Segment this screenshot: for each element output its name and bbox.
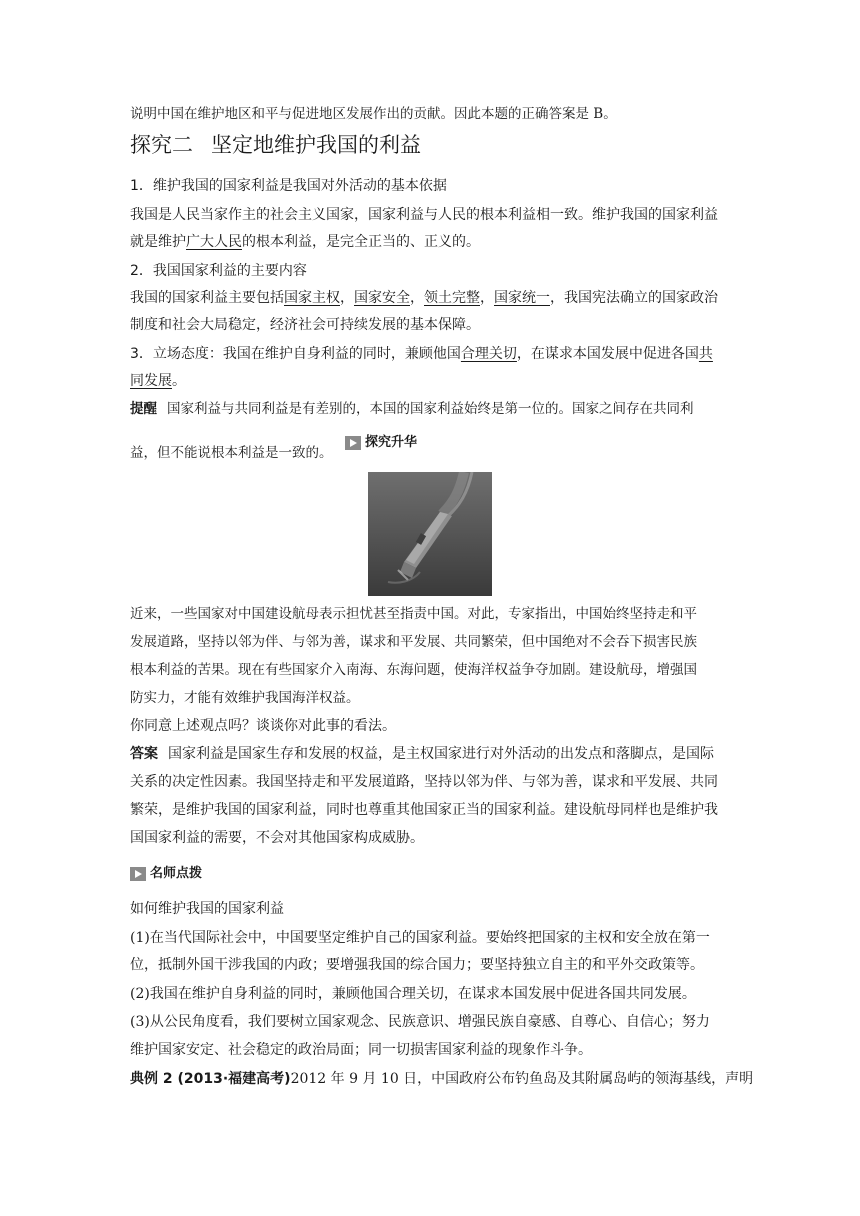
point2-underline-1: 国家主权 bbox=[284, 290, 340, 306]
example-text: 2012 年 9 月 10 日，中国政府公布钓鱼岛及其附属岛屿的领海基线，声明 bbox=[290, 1071, 754, 1087]
point2-line2: 制度和社会大局稳定，经济社会可持续发展的基本保障。 bbox=[130, 317, 480, 333]
section-title-text: 坚定地维护我国的利益 bbox=[211, 133, 421, 157]
case-question: 你同意上述观点吗？谈谈你对此事的看法。 bbox=[130, 718, 396, 734]
explore-tag bbox=[345, 433, 417, 456]
point3-lead: 3．立场态度： bbox=[130, 346, 223, 362]
teacher-tag bbox=[130, 864, 202, 887]
howto-p1-line2: 位，抵制外国干涉我国的内政；要增强我国的综合国力；要坚持独立自主的和平外交政策等。 bbox=[130, 957, 704, 973]
tip-line2 bbox=[130, 443, 333, 463]
point1-line2 bbox=[130, 232, 480, 252]
point2-heading: 2．我国国家利益的主要内容 bbox=[130, 263, 307, 279]
point3-line1 bbox=[130, 344, 713, 364]
point2-underline-3: 领土完整 bbox=[424, 290, 480, 306]
point3-line1-a: 我国在维护自身利益的同时，兼顾他国 bbox=[222, 346, 461, 362]
play-triangle-icon bbox=[130, 867, 146, 881]
point2-underline-2: 国家安全 bbox=[354, 290, 410, 306]
howto-p3-line2: 维护国家安定、社会稳定的政治局面；同一切损害国家利益的现象作斗争。 bbox=[130, 1042, 592, 1058]
case-line4: 防实力，才能有效维护我国海洋权益。 bbox=[130, 690, 360, 706]
point3-line2 bbox=[130, 371, 186, 391]
point3-underline-2a: 共 bbox=[698, 346, 713, 362]
point1-heading: 1．维护我国的国家利益是我国对外活动的基本依据 bbox=[130, 178, 447, 194]
answer-line4: 国国家利益的需要，不会对其他国家构成威胁。 bbox=[130, 830, 424, 846]
howto-p1-line1: (1)在当代国际社会中，中国要坚定维护自己的国家利益。要始终把国家的主权和安全放在第一 bbox=[130, 930, 710, 946]
point3-line1-b: ，在谋求本国发展中促进各国 bbox=[516, 346, 699, 362]
answer-line1 bbox=[130, 744, 714, 764]
example-line bbox=[130, 1069, 753, 1089]
point2-line1-a: 我国的国家利益主要包括 bbox=[130, 290, 284, 306]
case-line1: 近来，一些国家对中国建设航母表示担忧甚至指责中国。对此，专家指出，中国始终坚持走和平 bbox=[130, 606, 697, 622]
point3-underline-1: 合理关切 bbox=[460, 346, 517, 362]
tip-line1 bbox=[130, 399, 694, 419]
point1-underline: 广大人民 bbox=[186, 234, 242, 250]
howto-p3-line1: (3)从公民角度看，我们要树立国家观念、民族意识、增强民族自豪感、自尊心、自信心；努力 bbox=[130, 1014, 710, 1030]
point2-sep-3: ， bbox=[480, 290, 494, 306]
aircraft-carrier-image bbox=[368, 472, 492, 596]
point2-line1 bbox=[130, 288, 718, 308]
point2-sep-2: ， bbox=[410, 290, 424, 306]
point2-underline-4: 国家统一 bbox=[494, 290, 550, 306]
teacher-tag-label: 名师点拨 bbox=[150, 866, 203, 881]
howto-heading: 如何维护我国的国家利益 bbox=[130, 901, 284, 917]
point3-underline-2b: 同发展 bbox=[130, 373, 172, 389]
tip-text-1: 国家利益与共同利益是有差别的，本国的国家利益始终是第一位的。国家之间存在共同利 bbox=[167, 401, 694, 417]
play-triangle-icon bbox=[345, 436, 361, 450]
point3-line2-b: 。 bbox=[172, 373, 186, 389]
howto-p2: (2)我国在维护自身利益的同时，兼顾他国合理关切，在谋求本国发展中促进各国共同发展。 bbox=[130, 986, 696, 1002]
case-line3: 根本利益的苦果。现在有些国家介入南海、东海问题，使海洋权益争夺加剧。建设航母，增强国 bbox=[130, 662, 697, 678]
intro-line: 说明中国在维护地区和平与促进地区发展作出的贡献。因此本题的正确答案是 B。 bbox=[130, 106, 617, 122]
explore-tag-label: 探究升华 bbox=[365, 435, 418, 450]
section-title-number: 探究二 bbox=[130, 133, 193, 157]
case-line2: 发展道路，坚持以邻为伴、与邻为善，谋求和平发展、共同繁荣，但中国绝对不会吞下损害民族 bbox=[130, 634, 697, 650]
point1-line2-a: 就是维护 bbox=[130, 234, 186, 250]
point1-line1: 我国是人民当家作主的社会主义国家，国家利益与人民的根本利益相一致。维护我国的国家利益 bbox=[130, 207, 718, 223]
point2-line1-b: ，我国宪法确立的国家政治 bbox=[550, 290, 718, 306]
answer-line2: 关系的决定性因素。我国坚持走和平发展道路，坚持以邻为伴、与邻为善，谋求和平发展、共同 bbox=[130, 774, 718, 790]
example-label: 典例 2 (2013·福建高考) bbox=[130, 1071, 291, 1087]
point2-sep-1: ， bbox=[340, 290, 354, 306]
section-title bbox=[130, 131, 421, 159]
answer-line3: 繁荣，是维护我国的国家利益，同时也尊重其他国家正当的国家利益。建设航母同样也是维护我 bbox=[130, 802, 718, 818]
answer-text-1: 国家利益是国家生存和发展的权益，是主权国家进行对外活动的出发点和落脚点，是国际 bbox=[168, 746, 714, 762]
aircraft-carrier-photo bbox=[368, 472, 492, 596]
tip-text-2: 益，但不能说根本利益是一致的。 bbox=[130, 445, 333, 461]
answer-label: 答案 bbox=[130, 746, 158, 762]
tip-label: 提醒 bbox=[130, 401, 157, 417]
point1-line2-b: 的根本利益，是完全正当的、正义的。 bbox=[242, 234, 480, 250]
